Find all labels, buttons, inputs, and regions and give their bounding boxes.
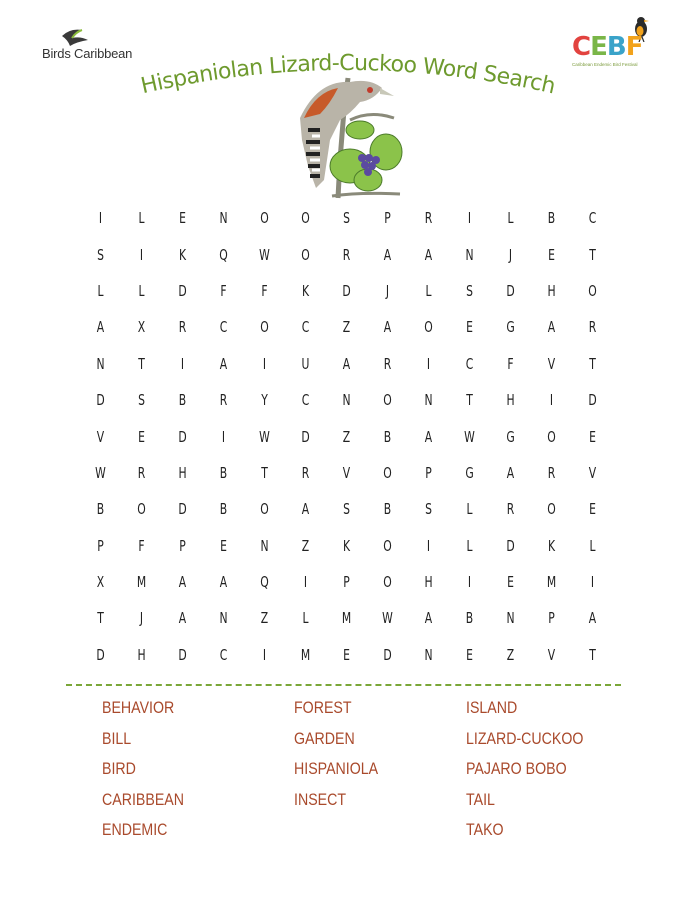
grid-letter: P (548, 609, 555, 628)
word-list-item: BIRD (102, 760, 136, 779)
grid-letter: V (547, 354, 556, 373)
grid-letter: C (465, 354, 474, 373)
word-list (102, 697, 642, 857)
grid-letter: Q (260, 573, 269, 592)
grid-letter: H (137, 645, 146, 664)
grid-letter: R (424, 209, 433, 228)
grid-letter: J (139, 609, 144, 628)
grid-letter: D (178, 427, 187, 446)
grid-letter: B (465, 609, 474, 628)
word-list-item: CARIBBEAN (102, 790, 185, 809)
grid-letter: M (546, 573, 557, 592)
grid-letter: B (219, 463, 228, 482)
grid-letter: Z (506, 645, 515, 664)
grid-letter: N (424, 645, 433, 664)
grid-letter: C (219, 645, 228, 664)
lizard-cuckoo-illustration (290, 70, 410, 200)
grid-letter: O (301, 245, 310, 264)
grid-letter: L (466, 536, 473, 555)
grid-letter: C (301, 318, 310, 337)
grid-letter: E (220, 536, 227, 555)
grid-letter: S (343, 209, 350, 228)
grid-letter: O (547, 500, 556, 519)
grid-letter: D (178, 500, 187, 519)
grid-letter: U (301, 354, 310, 373)
grid-letter: M (136, 573, 147, 592)
grid-letter: R (301, 463, 310, 482)
grid-letter: D (506, 281, 515, 300)
grid-letter: A (424, 427, 433, 446)
grid-letter: F (261, 281, 268, 300)
grid-letter: P (384, 209, 391, 228)
grid-letter: I (590, 573, 595, 592)
grid-letter: W (259, 427, 270, 446)
grid-letter: C (588, 209, 597, 228)
grid-letter: E (179, 209, 186, 228)
grid-letter: I (262, 645, 267, 664)
grid-letter: V (547, 645, 556, 664)
grid-letter: G (506, 427, 515, 446)
grid-letter: O (383, 391, 392, 410)
cebf-tagline: Caribbean Endemic Bird Festival (572, 62, 638, 67)
grid-letter: J (508, 245, 513, 264)
word-list-item: PAJARO BOBO (466, 760, 567, 779)
grid-letter: K (547, 536, 556, 555)
grid-letter: N (465, 245, 474, 264)
grid-letter: R (506, 500, 515, 519)
grid-letter: A (547, 318, 556, 337)
grid-letter: A (96, 318, 105, 337)
grid-letter: O (383, 536, 392, 555)
grid-letter: I (467, 573, 472, 592)
grid-letter: T (261, 463, 268, 482)
grid-letter: B (383, 427, 392, 446)
birdscaribbean-logo-text: Birds Caribbean (42, 46, 133, 61)
grid-letter: E (589, 427, 596, 446)
grid-letter: Y (261, 391, 268, 410)
grid-letter: D (506, 536, 515, 555)
grid-letter: G (465, 463, 474, 482)
bird-silhouette-icon (60, 26, 90, 48)
grid-letter: A (383, 245, 392, 264)
grid-letter: Z (260, 609, 269, 628)
grid-letter: A (588, 609, 597, 628)
grid-letter: F (138, 536, 145, 555)
grid-letter: N (506, 609, 515, 628)
grid-letter: T (589, 354, 596, 373)
grid-letter: O (424, 318, 433, 337)
grid-letter: L (302, 609, 309, 628)
grid-letter: B (96, 500, 105, 519)
grid-letter: L (138, 281, 145, 300)
grid-letter: I (98, 209, 103, 228)
grid-letter: Z (342, 318, 351, 337)
grid-letter: O (383, 573, 392, 592)
grid-letter: O (301, 209, 310, 228)
word-list-item: TAKO (466, 821, 504, 840)
grid-letter: D (301, 427, 310, 446)
grid-letter: P (97, 536, 104, 555)
grid-letter: R (547, 463, 556, 482)
grid-letter: X (96, 573, 105, 592)
grid-letter: A (342, 354, 351, 373)
grid-letter: M (300, 645, 311, 664)
grid-letter: E (589, 500, 596, 519)
grid-letter: V (342, 463, 351, 482)
grid-letter: B (547, 209, 556, 228)
grid-letter: Z (342, 427, 351, 446)
grid-letter: I (262, 354, 267, 373)
grid-letter: R (178, 318, 187, 337)
word-list-item: ISLAND (466, 699, 518, 717)
grid-letter: A (219, 354, 228, 373)
word-list-item: ENDEMIC (102, 821, 168, 840)
word-list-item: TAIL (466, 790, 495, 809)
word-list-item: FOREST (294, 699, 352, 717)
grid-letter: E (466, 645, 473, 664)
grid-letter: I (549, 391, 554, 410)
grid-letter: K (342, 536, 351, 555)
grid-letter: R (342, 245, 351, 264)
grid-letter: V (588, 463, 597, 482)
grid-letter: N (219, 209, 228, 228)
grid-letter: E (507, 573, 514, 592)
grid-letter: B (178, 391, 187, 410)
grid-letter: D (178, 645, 187, 664)
word-list-column-3 (466, 697, 603, 850)
grid-letter: I (303, 573, 308, 592)
grid-letter: O (260, 500, 269, 519)
grid-letter: R (137, 463, 146, 482)
grid-letter: N (342, 391, 351, 410)
grid-letter: D (342, 281, 351, 300)
grid-letter: D (178, 281, 187, 300)
grid-letter: L (425, 281, 432, 300)
grid-letter: I (180, 354, 185, 373)
grid-letter: A (178, 609, 187, 628)
word-list-column-2 (294, 697, 392, 819)
grid-letter: N (424, 391, 433, 410)
grid-letter: K (301, 281, 310, 300)
grid-letter: A (424, 609, 433, 628)
grid-letter: T (466, 391, 473, 410)
grid-letter: I (139, 245, 144, 264)
grid-letter: G (506, 318, 515, 337)
grid-letter: W (464, 427, 475, 446)
grid-letter: H (547, 281, 556, 300)
grid-letter: W (95, 463, 106, 482)
grid-letter: S (466, 281, 473, 300)
grid-letter: P (425, 463, 432, 482)
grid-letter: F (507, 354, 514, 373)
grid-letter: O (260, 318, 269, 337)
grid-letter: T (138, 354, 145, 373)
grid-letter: V (96, 427, 105, 446)
grid-letter: H (506, 391, 515, 410)
grid-letter: E (466, 318, 473, 337)
grid-letter: R (588, 318, 597, 337)
grid-letter: C (219, 318, 228, 337)
grid-letter: S (97, 245, 104, 264)
grid-letter: Z (301, 536, 310, 555)
grid-letter: T (589, 645, 596, 664)
word-list-item: LIZARD-CUCKOO (466, 729, 584, 748)
grid-letter: H (424, 573, 433, 592)
grid-letter: N (96, 354, 105, 373)
cebf-logo-text: CEBF (572, 32, 643, 62)
grid-letter: B (383, 500, 392, 519)
grid-letter: P (343, 573, 350, 592)
grid-letter: P (179, 536, 186, 555)
grid-letter: I (467, 209, 472, 228)
grid-letter: O (137, 500, 146, 519)
grid-letter: F (220, 281, 227, 300)
grid-letter: W (259, 245, 270, 264)
word-search-grid (80, 200, 613, 673)
grid-letter: A (424, 245, 433, 264)
grid-letter: A (301, 500, 310, 519)
grid-letter: L (138, 209, 145, 228)
grid-letter: A (178, 573, 187, 592)
grid-letter: D (96, 391, 105, 410)
grid-letter: J (385, 281, 390, 300)
grid-letter: L (466, 500, 473, 519)
grid-letter: S (343, 500, 350, 519)
grid-letter: R (219, 391, 228, 410)
grid-letter: A (219, 573, 228, 592)
grid-letter: T (97, 609, 104, 628)
grid-letter: L (97, 281, 104, 300)
grid-letter: N (260, 536, 269, 555)
grid-letter: H (178, 463, 187, 482)
grid-letter: I (426, 536, 431, 555)
grid-letter: E (548, 245, 555, 264)
grid-letter: L (589, 536, 596, 555)
grid-letter: A (506, 463, 515, 482)
grid-letter: S (138, 391, 145, 410)
grid-letter: Q (219, 245, 228, 264)
grid-letter: D (96, 645, 105, 664)
grid-letter: I (221, 427, 226, 446)
grid-letter: N (219, 609, 228, 628)
grid-letter: M (341, 609, 352, 628)
grid-letter: C (301, 391, 310, 410)
word-list-item: HISPANIOLA (294, 760, 379, 779)
page-title-text: Hispaniolan Lizard-Cuckoo Word Search (138, 50, 558, 100)
grid-letter: D (588, 391, 597, 410)
grid-letter: D (383, 645, 392, 664)
grid-letter: R (383, 354, 392, 373)
dashed-divider (66, 684, 621, 686)
grid-letter: L (507, 209, 514, 228)
word-list-item: BILL (102, 729, 132, 748)
word-list-item: INSECT (294, 790, 347, 809)
grid-letter: O (588, 281, 597, 300)
grid-letter: B (219, 500, 228, 519)
grid-letter: O (547, 427, 556, 446)
grid-letter: E (343, 645, 350, 664)
grid-letter: O (260, 209, 269, 228)
grid-letter: K (178, 245, 187, 264)
word-list-item: BEHAVIOR (102, 699, 175, 717)
grid-letter: E (138, 427, 145, 446)
grid-letter: X (137, 318, 146, 337)
grid-letter: O (383, 463, 392, 482)
word-list-column-1 (102, 697, 197, 850)
grid-letter: W (382, 609, 393, 628)
grid-letter: I (426, 354, 431, 373)
grid-letter: A (383, 318, 392, 337)
word-list-item: GARDEN (294, 729, 355, 748)
grid-letter: T (589, 245, 596, 264)
grid-letter: S (425, 500, 432, 519)
